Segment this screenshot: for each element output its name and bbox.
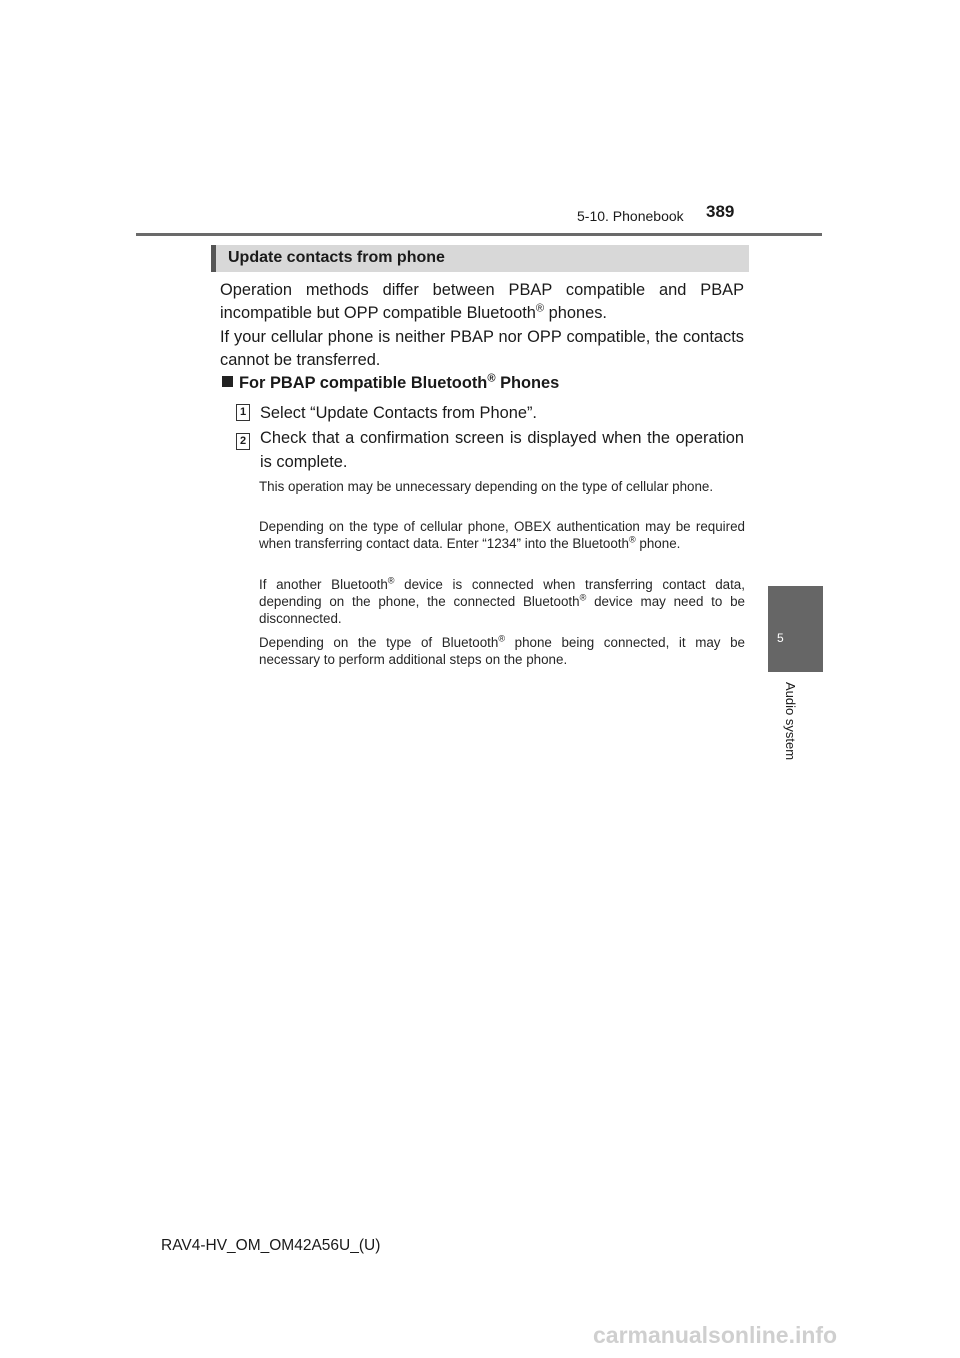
intro-paragraph-1: Operation methods differ between PBAP compatible and PBAP incompatible but OPP compatible Bluetooth® phones. xyxy=(220,281,744,322)
step-1-text: Select “Update Contacts from Phone”. xyxy=(260,404,537,422)
note-3: If another Bluetooth® device is connected when transferring contact data, depending on the phone, the connected Bluetooth® device may need to be disconnected. xyxy=(259,575,745,626)
note-2: Depending on the type of cellular phone, OBEX authentication may be required when transferring contact data. Enter “1234” into the Bluetooth® phone. xyxy=(259,519,745,551)
note-4: Depending on the type of Bluetooth® phone being connected, it may be necessary to perform additional steps on the phone. xyxy=(259,633,745,667)
step-2-text: Check that a confirmation screen is displayed when the operation is complete. xyxy=(260,429,744,471)
section-heading: Update contacts from phone xyxy=(228,249,445,266)
watermark: carmanualsonline.info xyxy=(593,1322,838,1348)
chapter-tab-number: 5 xyxy=(777,631,784,645)
footer-doc-id: RAV4-HV_OM_OM42A56U_(U) xyxy=(161,1237,381,1254)
step-1-number: 1 xyxy=(236,404,250,421)
page-number: 389 xyxy=(706,202,735,221)
note-1: This operation may be unnecessary depending on the type of cellular phone. xyxy=(259,479,714,494)
chapter-tab-title: Audio system xyxy=(783,682,798,761)
header-section-title: 5-10. Phonebook xyxy=(577,208,684,224)
square-bullet-icon xyxy=(222,376,233,387)
step-2-number: 2 xyxy=(236,433,250,450)
subheading: For PBAP compatible Bluetooth® Phones xyxy=(222,374,559,393)
chapter-tab[interactable] xyxy=(768,586,823,672)
section-heading-bar xyxy=(211,245,749,272)
header-rule xyxy=(136,233,822,236)
intro-paragraph-2: If your cellular phone is neither PBAP nor OPP compatible, the contacts cannot be transferred. xyxy=(220,328,744,369)
